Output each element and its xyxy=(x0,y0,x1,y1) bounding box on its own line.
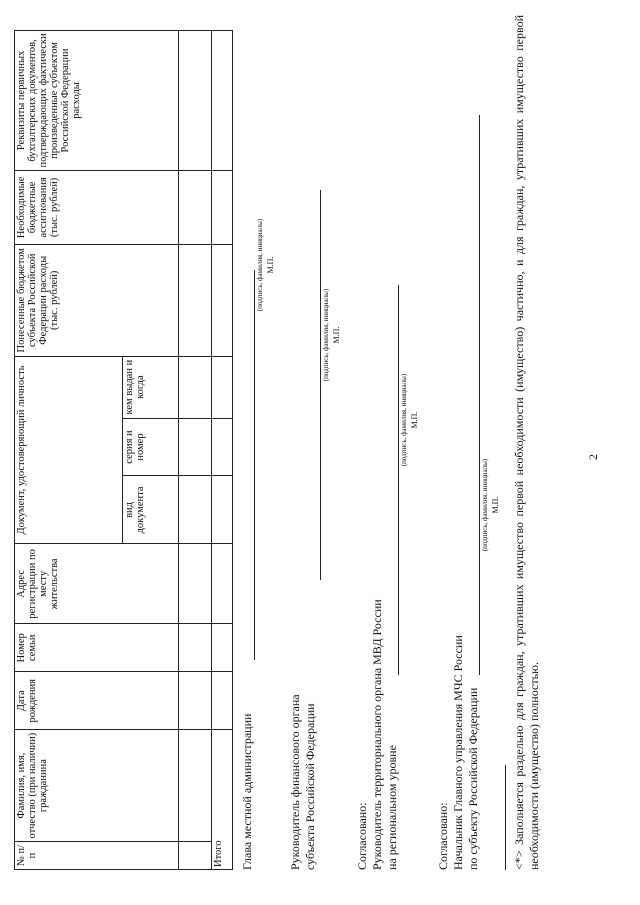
table-cell xyxy=(212,624,233,672)
signer-head-finance: Руководитель финансового органа субъекта Российской Федерации xyxy=(288,694,317,870)
header-dob: Дата рождения xyxy=(15,672,179,730)
table-cell xyxy=(179,356,212,418)
table-cell xyxy=(179,842,212,870)
table-cell xyxy=(179,476,212,544)
signature-line xyxy=(320,190,321,580)
table-cell xyxy=(212,244,233,356)
table-cell xyxy=(179,624,212,672)
header-needed: Необходимые бюджетные ассигнования (тыс. рублей) xyxy=(15,170,179,244)
table-cell xyxy=(212,544,233,624)
signature-caption: (подпись, фамилия, инициалы) xyxy=(322,288,330,382)
signature-caption: (подпись, фамилия, инициалы) xyxy=(256,218,264,312)
stamp-mark: М.П. xyxy=(410,411,419,429)
stamp-mark: М.П. xyxy=(332,326,341,344)
citizens-table xyxy=(14,30,233,870)
signer-mchs: Согласовано: Начальник Главного управления МЧС России по субъекту Российской Федерации xyxy=(436,635,480,870)
signature-caption: (подпись, фамилия, инициалы) xyxy=(400,373,408,467)
header-requisites: Реквизиты первичных бухгалтерских документов, подтверждающих фактически произведенные субъектом Российской Федерации расходы xyxy=(15,31,179,171)
footnote-separator xyxy=(505,765,506,870)
table-cell xyxy=(179,544,212,624)
signature-caption: (подпись, фамилия, инициалы) xyxy=(481,458,489,552)
table-cell xyxy=(179,170,212,244)
table-cell xyxy=(179,730,212,842)
header-spent: Понесенные бюджетом субъекта Российской Федерации расходы (тыс. рублей) xyxy=(15,244,179,356)
page-number: 2 xyxy=(586,454,600,460)
table-cell xyxy=(179,672,212,730)
signer-mvd: Согласовано: Руководитель территориального органа МВД России на региональном уровне xyxy=(355,599,399,870)
table-cell xyxy=(212,418,233,476)
signature-line xyxy=(479,115,480,675)
table-cell xyxy=(179,418,212,476)
signer-head-local: Глава местной администрации xyxy=(240,713,254,870)
header-family: Номер семьи xyxy=(15,624,179,672)
table-cell xyxy=(212,476,233,544)
total-row xyxy=(212,31,233,870)
header-address: Адрес регистрации по месту жительства xyxy=(15,544,179,624)
table-cell xyxy=(179,244,212,356)
table-cell xyxy=(212,31,233,171)
footnote: <*> Заполняется раздельно для граждан, утративших имущество первой необходимости (имущество) частично, и для граждан, утративших имущество первой необходимости (имущество) полностью. xyxy=(512,15,542,870)
stamp-mark: М.П. xyxy=(491,496,500,514)
table-cell xyxy=(212,170,233,244)
table-row xyxy=(179,31,212,870)
table-cell xyxy=(179,31,212,171)
header-num: № п/п xyxy=(15,842,179,870)
stamp-mark: М.П. xyxy=(266,256,275,274)
table-cell xyxy=(212,672,233,730)
header-doc-group: Документ, удостоверяющий личность xyxy=(15,356,123,544)
signature-line xyxy=(254,270,255,660)
header-doc-series: серия и номер xyxy=(123,418,179,476)
header-doc-type: вид документа xyxy=(123,476,179,544)
header-doc-issued: кем выдан и когда xyxy=(123,356,179,418)
signature-line xyxy=(398,285,399,675)
total-label: Итого xyxy=(212,730,233,870)
table-cell xyxy=(212,356,233,418)
header-fio: Фамилия, имя, отчество (при наличии) гражданина xyxy=(15,730,179,842)
